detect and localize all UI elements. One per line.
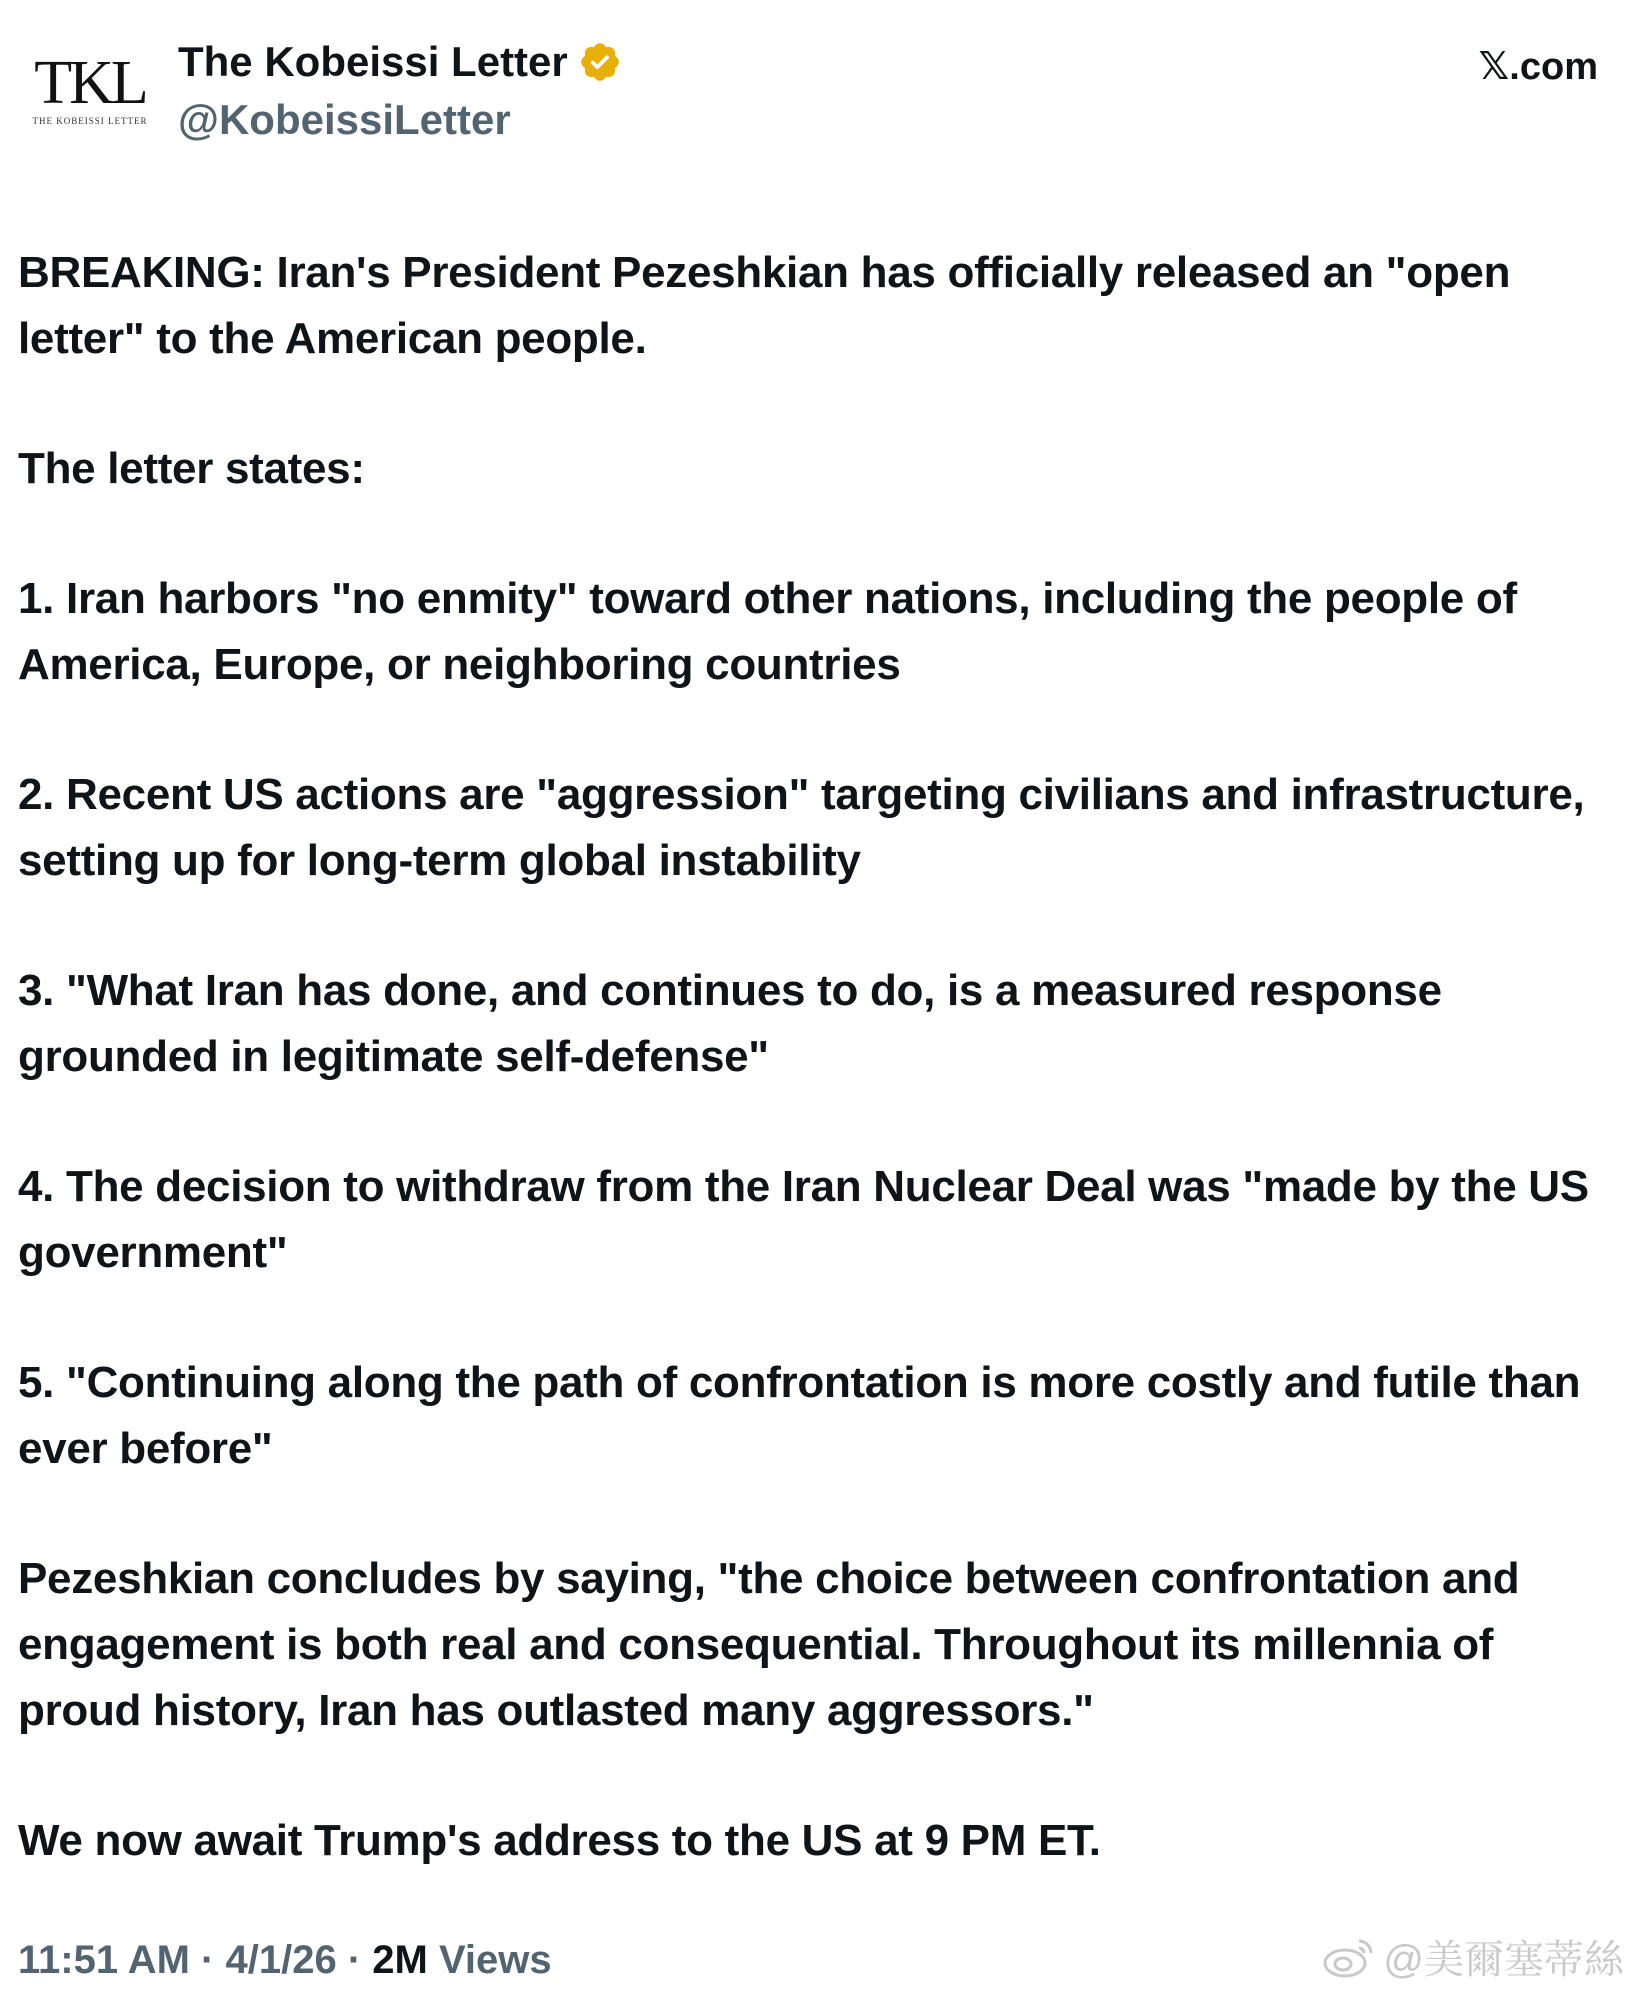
tweet-paragraph: 4. The decision to withdraw from the Iran Nuclear Deal was "made by the US government" xyxy=(18,1162,1589,1277)
x-logo-icon: 𝕏 xyxy=(1478,44,1510,88)
tweet-paragraph: Pezeshkian concludes by saying, "the choice between confrontation and engagement is both real and consequential. Throughout its millennia of proud history, Iran has outlasted many aggressors." xyxy=(18,1554,1520,1735)
meta-separator: · xyxy=(336,1938,373,1982)
tweet-paragraph: 3. "What Iran has done, and continues to do, is a measured response grounded in legitimate self-defense" xyxy=(18,966,1442,1081)
avatar-subtitle: THE KOBEISSI LETTER xyxy=(32,116,148,126)
tweet-paragraph: 1. Iran harbors "no enmity" toward other nations, including the people of America, Europe, or neighboring countries xyxy=(18,574,1517,689)
tweet-header xyxy=(0,0,1640,170)
verified-badge-icon xyxy=(578,40,622,84)
meta-separator: · xyxy=(189,1938,226,1982)
tweet-paragraph: 5. "Continuing along the path of confrontation is more costly and futile than ever before" xyxy=(18,1358,1581,1473)
weibo-icon xyxy=(1321,1933,1377,1981)
tweet-time[interactable]: 11:51 AM xyxy=(18,1938,190,1982)
source-link[interactable] xyxy=(1479,44,1598,89)
tweet-meta xyxy=(18,1938,552,1983)
watermark-text: @美爾塞蒂絲 xyxy=(1383,1938,1624,1982)
tweet-paragraph: BREAKING: Iran's President Pezeshkian has officially released an "open letter" to the American people. xyxy=(18,248,1511,363)
tweet-date[interactable]: 4/1/26 xyxy=(225,1938,337,1982)
tweet-text xyxy=(18,240,1618,1938)
display-name[interactable]: The Kobeissi Letter xyxy=(178,38,568,85)
account-handle[interactable]: @KobeissiLetter xyxy=(178,96,511,143)
tweet-paragraph: The letter states: xyxy=(18,444,365,493)
views-count: 2M xyxy=(372,1938,428,1982)
name-row xyxy=(178,38,622,86)
avatar-monogram: TKL xyxy=(34,49,146,117)
weibo-watermark xyxy=(1321,1928,1624,1985)
views-label: Views xyxy=(427,1938,552,1982)
source-label: .com xyxy=(1509,46,1598,88)
tweet-paragraph: 2. Recent US actions are "aggression" targeting civilians and infrastructure, setting up for long-term global instability xyxy=(18,770,1585,885)
avatar[interactable] xyxy=(22,49,158,128)
tweet-paragraph: We now await Trump's address to the US at 9 PM ET. xyxy=(18,1816,1101,1865)
